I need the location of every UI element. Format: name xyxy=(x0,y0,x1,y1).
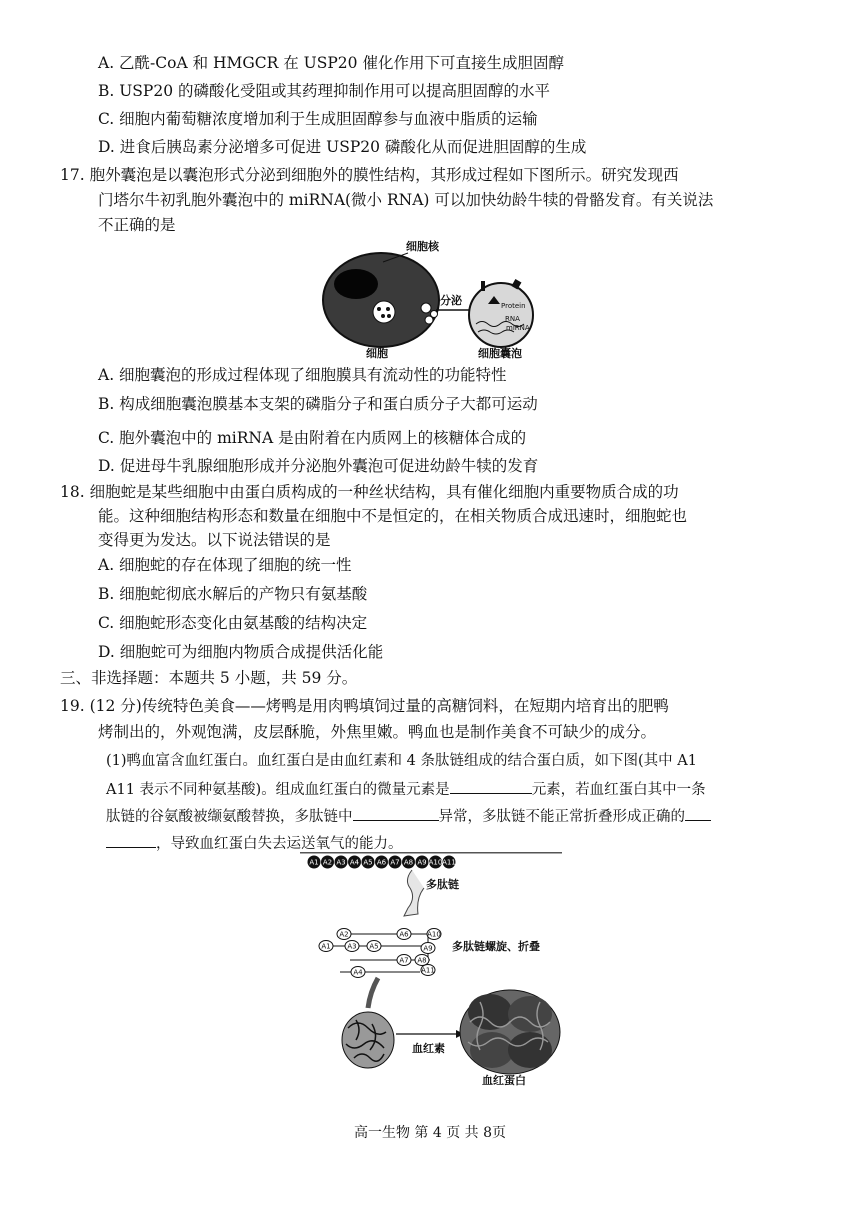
rna-label: RNA xyxy=(505,315,520,323)
amino-acid-label: A5 xyxy=(363,858,373,867)
q18-stem-line2: 能。这种细胞结构形态和数量在细胞中不是恒定的，在相关物质合成迅速时，细胞蛇也 xyxy=(98,507,688,525)
amino-acid-chain xyxy=(308,856,456,869)
fold-bead-label: A10 xyxy=(427,930,441,939)
vesicle-figure xyxy=(318,236,548,360)
amino-acid-label: A3 xyxy=(336,858,346,867)
secrete-label: 分泌 xyxy=(440,294,462,307)
fold-bead-label: A11 xyxy=(421,966,435,975)
q16-option-a: A. 乙酰-CoA 和 HMGCR 在 USP20 催化作用下可直接生成胆固醇 xyxy=(98,54,564,72)
amino-acid-label: A8 xyxy=(403,858,414,867)
amino-acid-label: A1 xyxy=(309,858,319,867)
q19-stem-line1: 19. (12 分)传统特色美食——烤鸭是用肉鸭填饲过量的高糖饲料，在短期内培育出的肥鸭 xyxy=(60,697,669,715)
q18-stem-line3: 变得更为发达。以下说法错误的是 xyxy=(98,531,331,549)
answer-blank-3a[interactable] xyxy=(685,804,711,821)
q19-sub1-line3-a: 肽链的谷氨酸被缬氨酸替换，多肽链中 xyxy=(106,809,353,825)
q19-sub1-line2-b: 元素，若血红蛋白其中一条 xyxy=(531,782,706,798)
inner-vesicle xyxy=(373,301,395,323)
quaternary-structure xyxy=(460,990,560,1074)
fold-label: 多肽链螺旋、折叠 xyxy=(452,940,540,953)
amino-acid-label: A10 xyxy=(428,858,443,867)
amino-acid-label: A9 xyxy=(417,858,427,867)
vesicle-label: 细胞囊泡 xyxy=(478,347,522,360)
q16-option-d: D. 进食后胰岛素分泌增多可促进 USP20 磷酸化从而促进胆固醇的生成 xyxy=(98,138,587,156)
answer-blank-3b[interactable] xyxy=(106,831,156,848)
q17-stem-line2: 门塔尔牛初乳胞外囊泡中的 miRNA(微小 RNA) 可以加快幼龄牛犊的骨骼发育。有关说法 xyxy=(98,191,714,209)
hemoglobin-label: 血红蛋白 xyxy=(482,1074,526,1087)
answer-blank-2[interactable] xyxy=(353,804,439,821)
fold-diagram xyxy=(319,929,441,978)
answer-blank-1[interactable] xyxy=(450,777,532,794)
q17-stem-line1: 17. 胞外囊泡是以囊泡形式分泌到细胞外的膜性结构，其形成过程如下图所示。研究发现西 xyxy=(60,166,679,184)
q19-sub1-line4-text: ，导致血红蛋白失去运送氧气的能力。 xyxy=(156,836,403,852)
fold-bead-label: A5 xyxy=(369,942,379,951)
mirna-label: miRNA xyxy=(506,324,530,332)
q18-option-a: A. 细胞蛇的存在体现了细胞的统一性 xyxy=(98,556,352,574)
fold-bead-label: A7 xyxy=(399,956,409,965)
fold-bead-label: A3 xyxy=(347,942,357,951)
q17-stem-line3: 不正确的是 xyxy=(98,216,176,234)
q19-sub1-line2-a: A11 表示不同种氨基酸)。组成血红蛋白的微量元素是 xyxy=(106,782,450,798)
polypeptide-label: 多肽链 xyxy=(426,878,459,891)
tertiary-structure xyxy=(342,1012,394,1068)
amino-acid-label: A4 xyxy=(349,858,360,867)
amino-acid-label: A6 xyxy=(376,858,387,867)
q18-option-b: B. 细胞蛇彻底水解后的产物只有氨基酸 xyxy=(98,585,368,603)
q17-option-d: D. 促进母牛乳腺细胞形成并分泌胞外囊泡可促进幼龄牛犊的发育 xyxy=(98,457,539,475)
amino-acid-label: A2 xyxy=(322,858,333,867)
heme-label: 血红素 xyxy=(412,1042,445,1055)
q19-sub1-line3-b: 异常，多肽链不能正常折叠形成正确的 xyxy=(438,809,685,825)
page-footer: 高一生物 第 4 页 共 8页 xyxy=(353,1125,507,1141)
q16-option-b: B. USP20 的磷酸化受阻或其药理抑制作用可以提高胆固醇的水平 xyxy=(98,82,551,100)
cell-label: 细胞 xyxy=(366,347,388,360)
cell-body xyxy=(323,253,439,347)
q17-option-a: A. 细胞囊泡的形成过程体现了细胞膜具有流动性的功能特性 xyxy=(98,366,507,384)
fold-bead-label: A4 xyxy=(353,968,363,977)
fold-bead-label: A1 xyxy=(321,942,331,951)
extracellular-vesicle xyxy=(469,283,533,347)
protein-label: Protein xyxy=(501,302,526,310)
hemoglobin-figure xyxy=(300,852,570,1092)
q19-sub1-line2 xyxy=(106,777,706,801)
q17-option-b: B. 构成细胞囊泡膜基本支架的磷脂分子和蛋白质分子大都可运动 xyxy=(98,395,538,413)
amino-acid-label: A7 xyxy=(390,858,400,867)
q18-option-c: C. 细胞蛇形态变化由氨基酸的结构决定 xyxy=(98,614,368,632)
q18-stem-line1: 18. 细胞蛇是某些细胞中由蛋白质构成的一种丝状结构，具有催化细胞内重要物质合成的功 xyxy=(60,483,679,501)
fold-bead-label: A8 xyxy=(417,956,427,965)
nucleus-label: 细胞核 xyxy=(406,240,439,253)
q17-option-c: C. 胞外囊泡中的 miRNA 是由附着在内质网上的核糖体合成的 xyxy=(98,429,527,447)
nucleus xyxy=(334,269,378,299)
fold-bead-label: A2 xyxy=(339,930,349,939)
amino-acid-label: A11 xyxy=(442,858,456,867)
q18-option-d: D. 细胞蛇可为细胞内物质合成提供活化能 xyxy=(98,643,384,661)
q16-option-c: C. 细胞内葡萄糖浓度增加利于生成胆固醇参与血液中脂质的运输 xyxy=(98,110,538,128)
q19-sub1-line3 xyxy=(106,804,711,828)
q19-stem-line2: 烤制出的，外观饱满，皮层酥脆，外焦里嫩。鸭血也是制作美食不可缺少的成分。 xyxy=(98,723,657,741)
section-heading: 三、非选择题：本题共 5 小题，共 59 分。 xyxy=(60,669,358,687)
fold-bead-label: A9 xyxy=(423,944,433,953)
q19-sub1-line1: (1)鸭血富含血红蛋白。血红蛋白是由血红素和 4 条肽链组成的结合蛋白质，如下图(其中 A1 xyxy=(106,753,697,769)
fold-bead-label: A6 xyxy=(399,930,409,939)
